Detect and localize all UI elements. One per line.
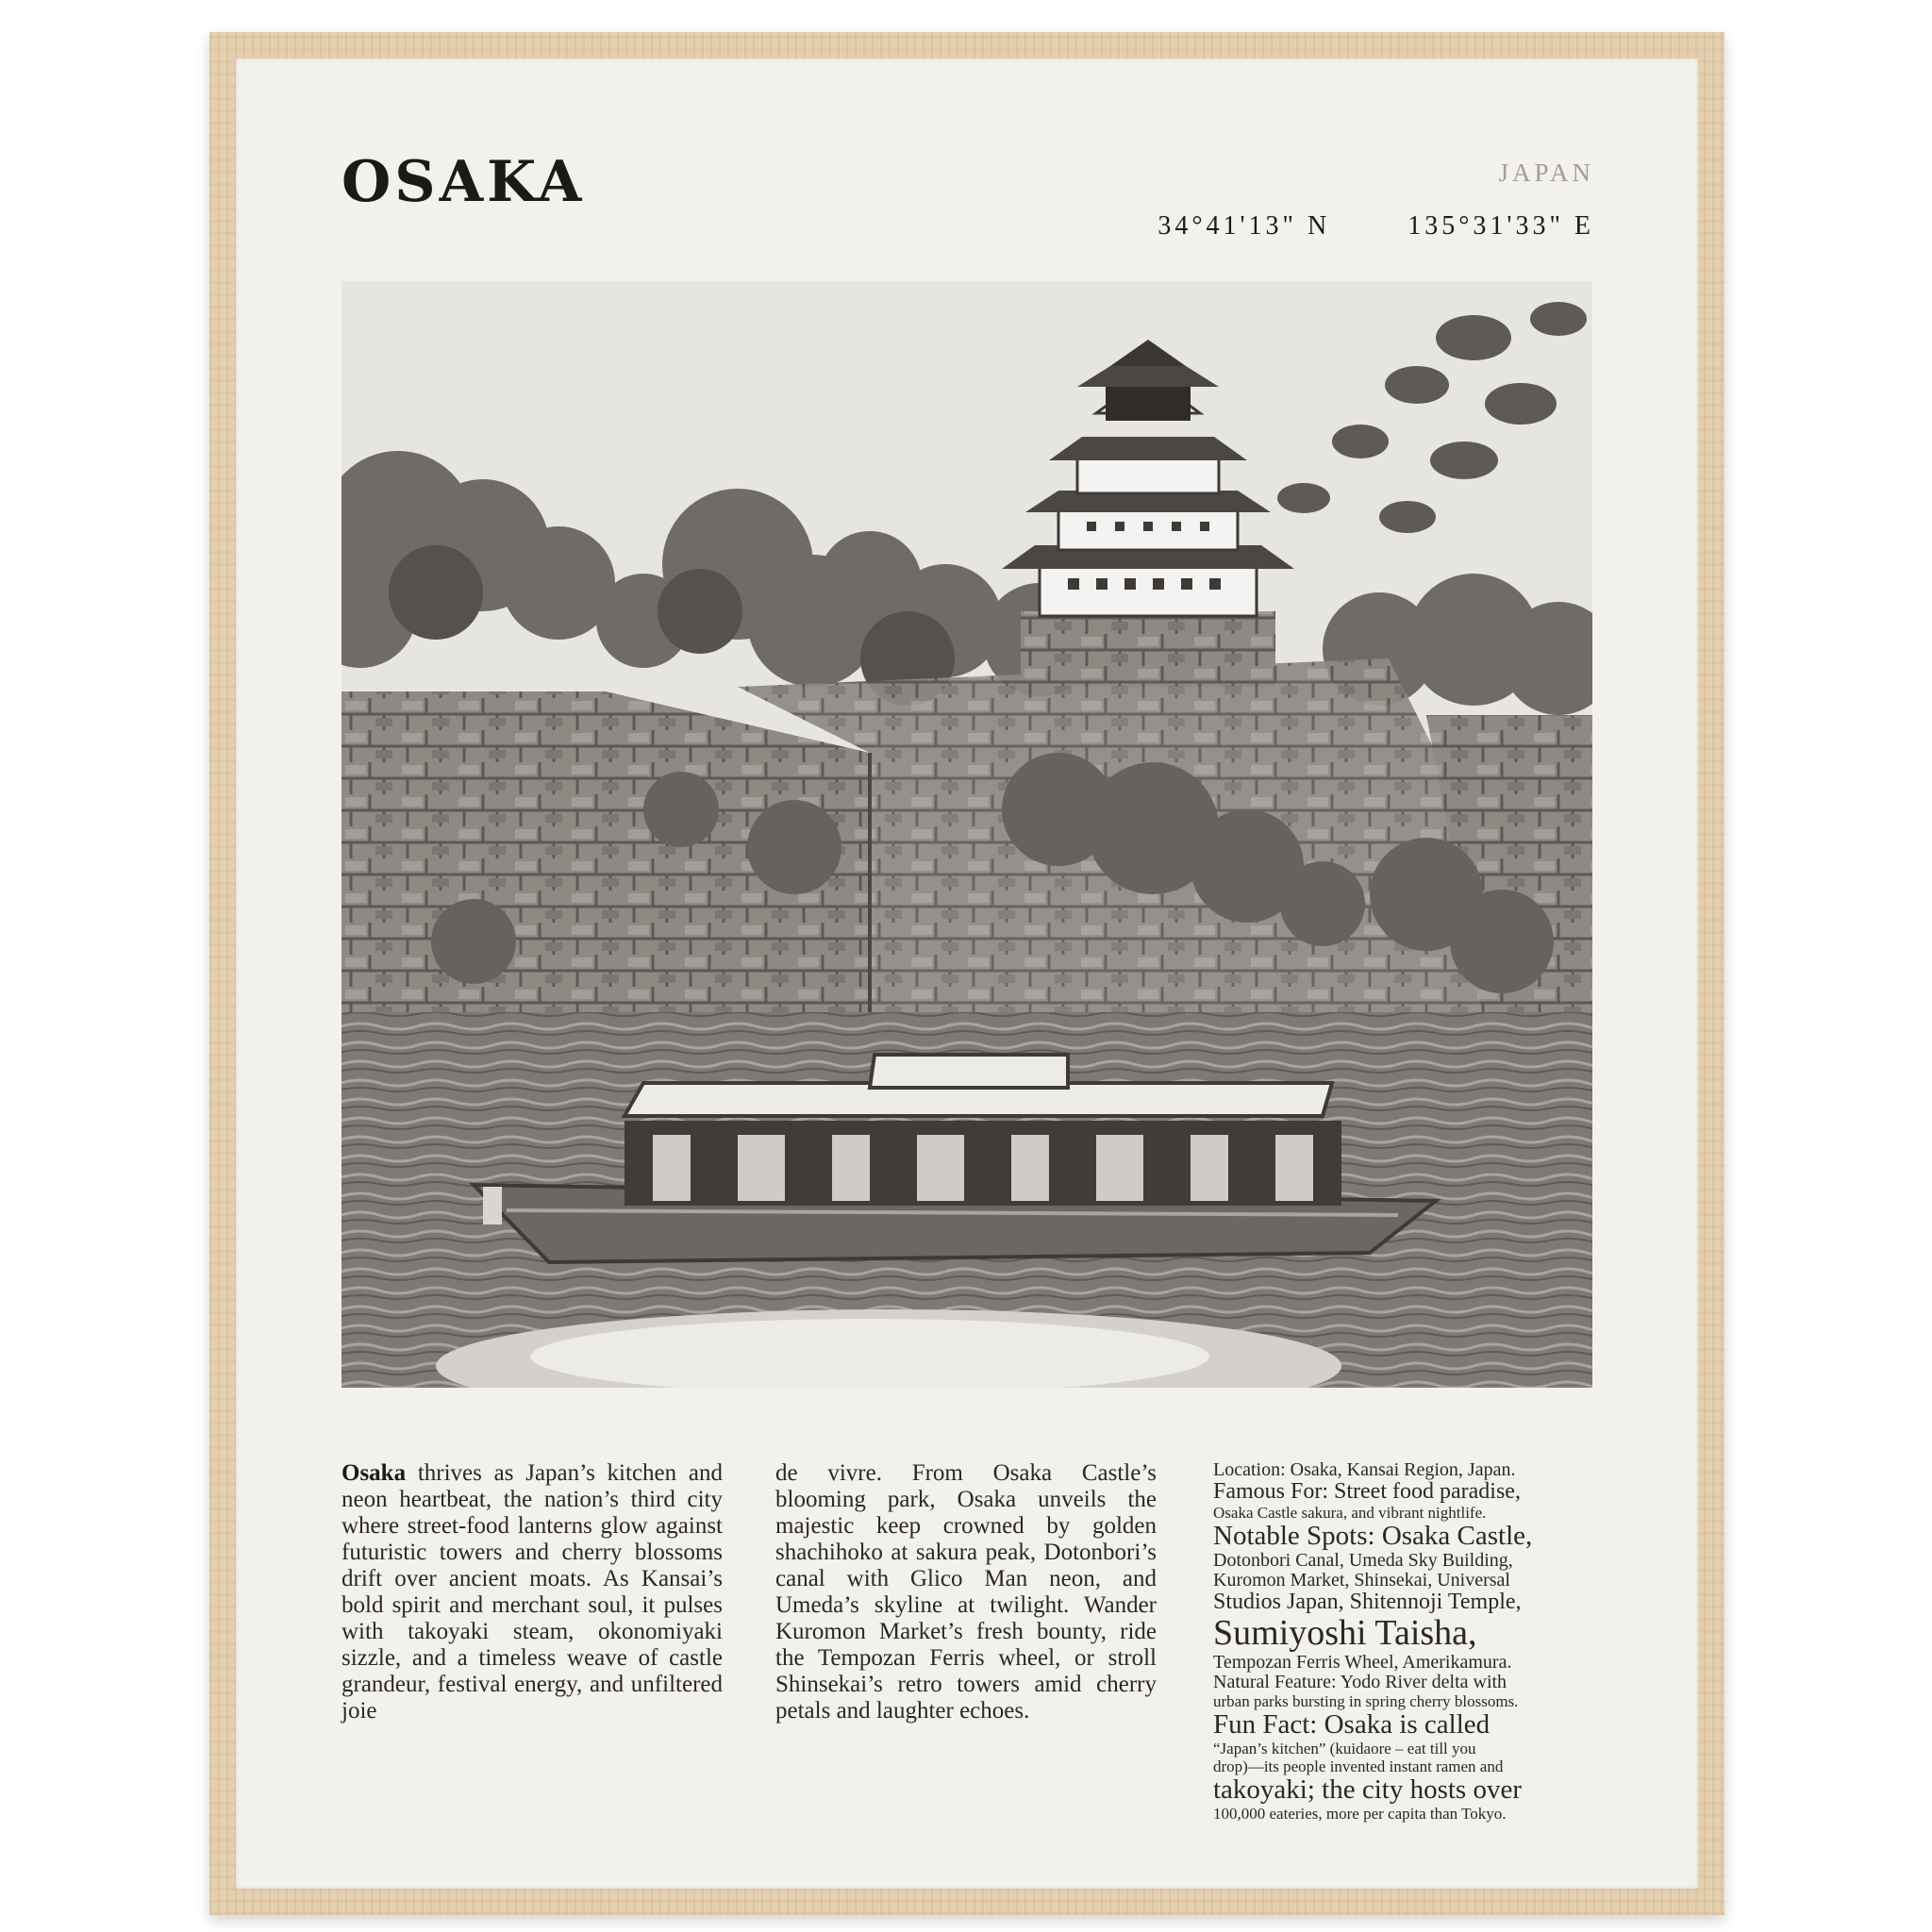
fact-notable-spots-detail-3: Studios Japan, Shitennoji Temple,: [1213, 1590, 1522, 1614]
osaka-castle-photo: [341, 281, 1592, 1388]
coordinates: [1158, 211, 1594, 242]
castle-moat-illustration: [341, 281, 1592, 1388]
fact-notable-spots-detail-2: Kuromon Market, Shinsekai, Universal: [1213, 1570, 1510, 1591]
fact-notable-spots-detail-4: Tempozan Ferris Wheel, Amerikamura.: [1213, 1652, 1512, 1673]
facts-column: [1213, 1460, 1594, 1823]
fact-notable-spots: Notable Spots: Osaka Castle,: [1213, 1521, 1533, 1551]
fact-natural-feature: Natural Feature: Yodo River delta with: [1213, 1672, 1507, 1692]
fact-famous-for: Famous For: Street food paradise,: [1213, 1479, 1521, 1504]
fact-fun-fact-detail-1: “Japan’s kitchen” (kuidaore – eat till you: [1213, 1740, 1476, 1757]
fact-fun-fact: Fun Fact: Osaka is called: [1213, 1709, 1491, 1740]
fact-notable-spots-highlight: Sumiyoshi Taisha,: [1213, 1613, 1477, 1653]
fact-location: Location: Osaka, Kansai Region, Japan.: [1213, 1459, 1516, 1480]
longitude: 135°31'33" E: [1407, 211, 1594, 241]
fact-notable-spots-detail-1: Dotonbori Canal, Umeda Sky Building,: [1213, 1550, 1513, 1571]
description-text-1: thrives as Japan’s kitchen and neon heartbeat, the nation’s third city where street-food lanterns glow against futuristic towers and cherry blossoms drift over ancient moats. As Kansai’s bold spirit and merchant soul, it pulses with takoyaki steam, okonomiyaki sizzle, and a timeless weave of castle grandeur, festival energy, and unfiltered joie: [341, 1460, 723, 1724]
fact-famous-for-detail: Osaka Castle sakura, and vibrant nightlife.: [1213, 1504, 1487, 1522]
description-lead: Osaka: [341, 1460, 407, 1486]
city-title: OSAKA: [341, 149, 586, 215]
fact-fun-fact-detail-3: takoyaki; the city hosts over: [1213, 1774, 1522, 1805]
fact-fun-fact-detail-4: 100,000 eateries, more per capita than Tokyo.: [1213, 1805, 1507, 1823]
country-label: JAPAN: [1498, 158, 1594, 187]
description-column-2: de vivre. From Osaka Castle’s blooming park, Osaka unveils the majestic keep crowned by golden shachihoko at sakura peak, Dotonbori’s canal with Glico Man neon, and Umeda’s skyline at twilight. Wander Kuromon Market’s fresh bounty, ride the Tempozan Ferris wheel, or stroll Shinsekai’s retro towers amid cherry petals and laughter echoes.: [775, 1460, 1157, 1724]
description-column-1: [341, 1460, 723, 1724]
fact-natural-feature-detail: urban parks bursting in spring cherry blossoms.: [1213, 1692, 1519, 1710]
latitude: 34°41'13" N: [1158, 211, 1331, 241]
fact-fun-fact-detail-2: drop)—its people invented instant ramen and: [1213, 1757, 1504, 1775]
